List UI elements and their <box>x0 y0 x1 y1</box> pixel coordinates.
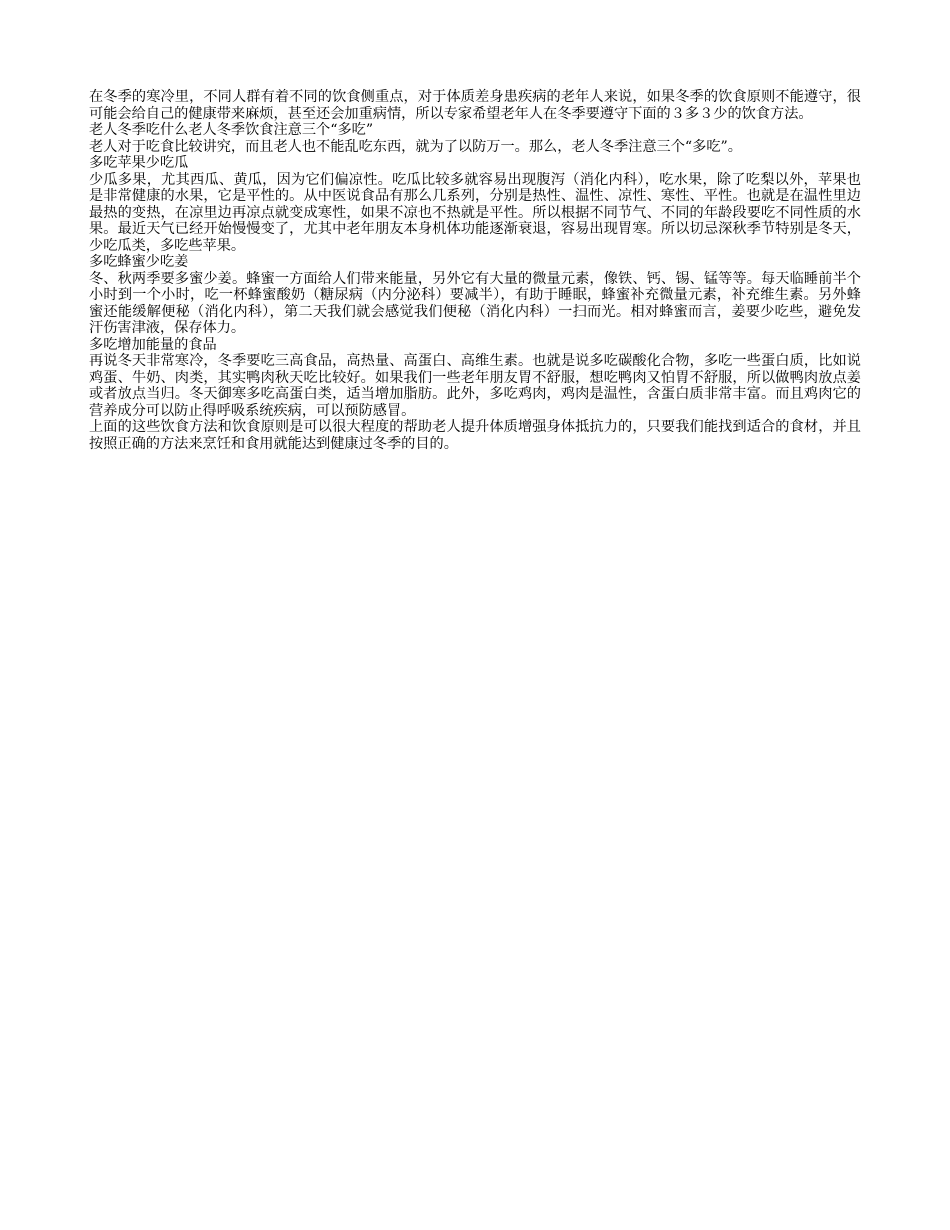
section-heading-honey: 多吃蜂蜜少吃姜 <box>89 254 189 270</box>
conclusion-paragraph: 上面的这些饮食方法和饮食原则是可以很大程度的帮助老人提升体质增强身体抵抗力的，只要我们能找到适合的食材，并且按照正确的方法来烹饪和食用就能达到健康过冬季的目的。 <box>89 419 861 452</box>
document-page <box>89 89 861 452</box>
section-heading-apples: 多吃苹果少吃瓜 <box>89 155 189 171</box>
section-heading-energy: 多吃增加能量的食品 <box>89 336 217 353</box>
lead-paragraph: 老人对于吃食比较讲究，而且老人也不能乱吃东西，就为了以防万一。那么，老人冬季注意三个“多吃”。 <box>89 138 742 155</box>
article-title: 老人冬季吃什么老人冬季饮食注意三个“多吃” <box>89 122 374 138</box>
section-body-honey: 冬、秋两季要多蜜少姜。蜂蜜一方面给人们带来能量，另外它有大量的微量元素，像铁、钙、锡、锰等等。每天临睡前半个小时到一个小时，吃一杯蜂蜜酸奶（糖尿病（内分泌科）要减半），有助于睡眠，蜂蜜补充微量元素，补充维生素。另外蜂蜜还能缓解便秘（消化内科），第二天我们就会感觉我们便秘（消化内科）一扫而光。相对蜂蜜而言，姜要少吃些，避免发汗伤害津液，保存体力。 <box>89 270 861 336</box>
section-body-apples: 少瓜多果，尤其西瓜、黄瓜，因为它们偏凉性。吃瓜比较多就容易出现腹泻（消化内科），吃水果，除了吃梨以外，苹果也是非常健康的水果，它是平性的。从中医说食品有那么几系列，分别是热性、温性、凉性、寒性、平性。也就是在温性里边最热的变热，在凉里边再凉点就变成寒性，如果不凉也不热就是平性。所以根据不同节气、不同的年龄段要吃不同性质的水果。最近天气已经开始慢慢变了，尤其中老年朋友本身机体功能逐渐衰退，容易出现胃寒。所以切忌深秋季节特别是冬天，少吃瓜类，多吃些苹果。 <box>89 171 861 254</box>
section-body-energy: 再说冬天非常寒冷，冬季要吃三高食品，高热量、高蛋白、高维生素。也就是说多吃碳酸化合物，多吃一些蛋白质，比如说鸡蛋、牛奶、肉类，其实鸭肉秋天吃比较好。如果我们一些老年朋友胃不舒服，想吃鸭肉又怕胃不舒服，所以做鸭肉放点姜或者放点当归。冬天御寒多吃高蛋白类，适当增加脂肪。此外，多吃鸡肉，鸡肉是温性，含蛋白质非常丰富。而且鸡肉它的营养成分可以防止得呼吸系统疾病，可以预防感冒。 <box>89 353 861 419</box>
intro-paragraph: 在冬季的寒冷里，不同人群有着不同的饮食侧重点，对于体质差身患疾病的老年人来说，如果冬季的饮食原则不能遵守，很可能会给自己的健康带来麻烦，甚至还会加重病情，所以专家希望老年人在冬季要遵守下面的３多３少的饮食方法。 <box>89 89 861 122</box>
